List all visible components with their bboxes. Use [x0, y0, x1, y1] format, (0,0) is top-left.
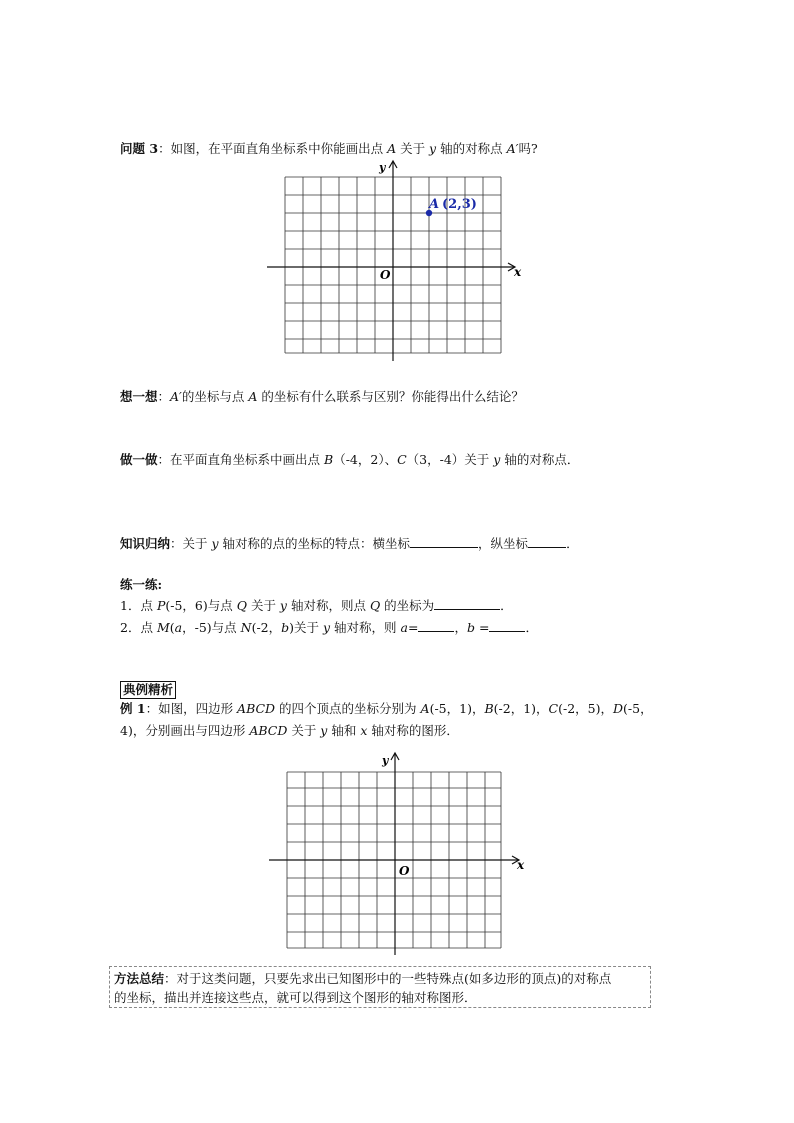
- method-line-1: [114, 969, 646, 988]
- var-ABCD: ABCD: [249, 723, 288, 738]
- var-y: y: [279, 598, 287, 613]
- method-text: 的坐标，描出并连接这些点，就可以得到这个图形的轴对称图形．: [114, 990, 477, 1005]
- answer-blank[interactable]: [489, 620, 525, 632]
- practice-item-1: [120, 598, 513, 614]
- var-P: P: [156, 598, 166, 613]
- knowledge-text: ：关于: [170, 536, 212, 551]
- do-text: （3，-4）关于: [406, 452, 494, 467]
- var-y: y: [323, 620, 331, 635]
- var-a: a: [400, 620, 408, 635]
- var-C: C: [548, 701, 559, 716]
- var-y: y: [429, 141, 437, 156]
- do-text: 在平面直角坐标系中画出点: [170, 452, 325, 467]
- think-prompt: [120, 389, 524, 405]
- example-text: (-2，1)，: [493, 701, 549, 716]
- item-text: ，-5)与点: [182, 620, 241, 635]
- item-text: (-2，: [251, 620, 282, 635]
- do-label: 做一做: [120, 452, 158, 467]
- example-text: 轴对称的图形．: [367, 723, 459, 738]
- var-y: y: [493, 452, 501, 467]
- y-axis-label: y: [379, 161, 386, 174]
- origin-label: O: [380, 268, 391, 282]
- var-A: A: [248, 389, 258, 404]
- sep: ：: [157, 389, 171, 404]
- method-line-2: [114, 988, 646, 1007]
- example-section-heading: [120, 681, 176, 699]
- practice-title-text: 练一练:: [120, 577, 163, 592]
- item-text: =: [474, 620, 490, 635]
- think-label: 想一想: [120, 389, 158, 404]
- var-D: D: [613, 701, 624, 716]
- var-B: B: [484, 701, 494, 716]
- var-A: A: [420, 701, 430, 716]
- x-axis-label: x: [514, 265, 522, 279]
- var-A: A: [387, 141, 397, 156]
- q3-text: 关于: [396, 141, 430, 156]
- answer-blank[interactable]: [410, 536, 478, 548]
- method-label: 方法总结: [114, 971, 165, 986]
- point-A-coords: (2,3): [442, 197, 477, 212]
- do-text: （-4，2）、: [333, 452, 398, 467]
- item-text: (-5，6)与点: [165, 598, 237, 613]
- var-b: b: [281, 620, 290, 635]
- method-text: ：对于这类问题，只要先求出已知图形中的一些特殊点(如多边形的顶点)的对称点: [164, 971, 612, 986]
- q3-text: 吗?: [518, 141, 538, 156]
- item-text: 的坐标为: [380, 598, 435, 613]
- sep: ：: [157, 452, 171, 467]
- example-1-label: 例 1: [120, 701, 146, 716]
- var-Q: Q: [369, 598, 381, 613]
- q3-text: 轴的对称点: [436, 141, 507, 156]
- do-text: 轴的对称点．: [500, 452, 580, 467]
- var-B: B: [324, 452, 334, 467]
- question-3-label: 问题 3: [120, 141, 159, 156]
- knowledge-summary: [120, 536, 579, 552]
- example-text: ：如图，四边形: [145, 701, 238, 716]
- item-text: ．: [500, 598, 513, 613]
- item-text: 2．点: [120, 620, 157, 635]
- item-text: )关于: [289, 620, 323, 635]
- var-y: y: [320, 723, 328, 738]
- example-text: 关于: [287, 723, 321, 738]
- answer-blank[interactable]: [434, 598, 500, 610]
- y-axis-label: y: [382, 754, 389, 767]
- example-text: (-5，1)，: [429, 701, 485, 716]
- point-A-name: A: [429, 197, 440, 212]
- example-section-title: 典例精析: [120, 681, 176, 699]
- item-text: (: [169, 620, 175, 635]
- example-text: (-5，: [623, 701, 653, 716]
- practice-item-2: [120, 620, 538, 636]
- think-text: 的坐标有什么联系与区别？你能得出什么结论？: [257, 389, 524, 404]
- answer-blank[interactable]: [418, 620, 454, 632]
- x-axis-label: x: [517, 858, 525, 872]
- q3-text: 如图，在平面直角坐标系中你能画出点: [170, 141, 388, 156]
- example-text: 轴和: [327, 723, 361, 738]
- example-1-line-1: [120, 701, 653, 717]
- coordinate-grid-1: [260, 155, 530, 367]
- item-text: 1．点: [120, 598, 157, 613]
- item-text: =: [407, 620, 419, 635]
- var-M: M: [156, 620, 170, 635]
- var-A-prime: A′: [506, 141, 519, 156]
- example-text: 4)，分别画出与四边形: [120, 723, 250, 738]
- axes: [267, 161, 515, 361]
- origin-label: O: [399, 864, 410, 878]
- answer-blank[interactable]: [528, 536, 566, 548]
- item-text: 轴对称，则: [330, 620, 401, 635]
- knowledge-text: 轴对称的点的坐标的特点：横坐标: [218, 536, 411, 551]
- item-text: 轴对称，则点: [286, 598, 370, 613]
- item-text: ．: [525, 620, 538, 635]
- example-1-line-2: [120, 723, 459, 739]
- var-A-prime: A′: [170, 389, 182, 404]
- var-N: N: [240, 620, 252, 635]
- think-text: 的坐标与点: [181, 389, 249, 404]
- var-C: C: [397, 452, 407, 467]
- knowledge-text: ，纵坐标: [478, 536, 529, 551]
- example-text: (-2，5)，: [558, 701, 613, 716]
- var-y: y: [211, 536, 219, 551]
- sep: ：: [158, 141, 171, 156]
- axes: [269, 753, 519, 955]
- item-text: 关于: [246, 598, 280, 613]
- var-x: x: [360, 723, 368, 738]
- example-text: 的四个顶点的坐标分别为: [275, 701, 421, 716]
- do-prompt: [120, 452, 579, 468]
- method-summary-box: [109, 966, 651, 1008]
- knowledge-text: ．: [566, 536, 579, 551]
- var-ABCD: ABCD: [237, 701, 276, 716]
- knowledge-label: 知识归纳: [120, 536, 171, 551]
- var-Q: Q: [236, 598, 247, 613]
- var-a: a: [174, 620, 183, 635]
- coordinate-grid-2: [265, 748, 535, 958]
- var-b: b: [466, 620, 475, 635]
- item-text: ，: [454, 620, 467, 635]
- practice-title: [120, 577, 162, 593]
